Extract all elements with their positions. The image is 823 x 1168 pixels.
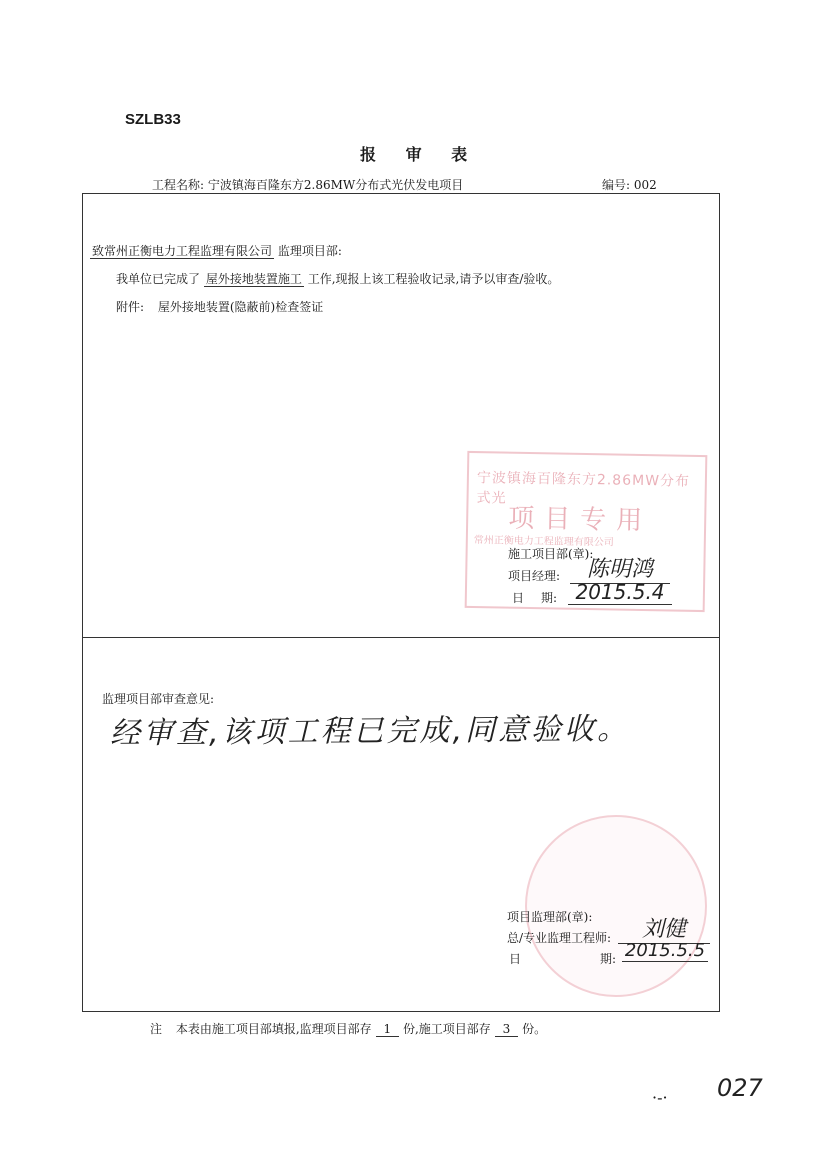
note-text-a: 本表由施工项目部填报,监理项目部存 xyxy=(175,1022,372,1036)
project-name: 宁波镇海百隆东方2.86MW分布式光伏发电项目 xyxy=(207,178,464,192)
page-number: 027 xyxy=(717,1074,763,1102)
body-line xyxy=(116,270,559,287)
note-copies-a: 1 xyxy=(376,1022,400,1037)
addressee-org: 致常州正衡电力工程监理有限公司 xyxy=(92,244,273,258)
attachment-line xyxy=(116,298,323,315)
note-text-c: 份。 xyxy=(522,1022,547,1036)
construction-date-label-1: 日 xyxy=(512,591,525,605)
review-label: 监理项目部审查意见: xyxy=(102,692,215,706)
section-divider xyxy=(82,637,720,638)
number-label: 编号: xyxy=(602,178,631,192)
attachment-text: 屋外接地装置(隐蔽前)检查签证 xyxy=(157,300,324,314)
supervision-date: 2015.5.5 xyxy=(622,940,708,962)
addressee-dept: 监理项目部: xyxy=(277,244,342,258)
body-suffix: 工作,现报上该工程验收记录,请予以审查/验收。 xyxy=(307,272,560,286)
stamp-line-3: 常州正衡电力工程监理有限公司 xyxy=(473,535,614,549)
project-label: 工程名称: xyxy=(152,178,205,192)
chief-engineer-signature: 刘健 xyxy=(618,912,710,944)
scan-specks: ·-· xyxy=(652,1088,668,1107)
project-manager-signature: 陈明鸿 xyxy=(570,552,670,584)
stamp-line-2: 项目专用 xyxy=(507,503,653,537)
construction-date-label-2: 期: xyxy=(541,591,558,605)
supervision-date-label-2: 期: xyxy=(600,952,617,966)
chief-engineer-label: 总/专业监理工程师: xyxy=(507,931,612,945)
number-value: 002 xyxy=(633,178,657,192)
form-title: 报 审 表 xyxy=(360,145,480,164)
note-text-b: 份,施工项目部存 xyxy=(402,1022,491,1036)
number-row xyxy=(602,176,657,193)
construction-dept-label: 施工项目部(章): xyxy=(508,547,594,561)
supervision-seal-stamp xyxy=(525,815,707,997)
supervision-date-label-1: 日 xyxy=(509,952,522,966)
note-prefix: 注 xyxy=(150,1022,163,1036)
form-code: SZLB33 xyxy=(125,111,181,128)
addressee-line xyxy=(90,242,342,259)
work-item: 屋外接地装置施工 xyxy=(205,272,302,286)
note-copies-b: 3 xyxy=(495,1022,519,1037)
body-prefix: 我单位已完成了 xyxy=(116,272,201,286)
project-manager-label: 项目经理: xyxy=(508,569,561,583)
project-name-row xyxy=(152,176,463,193)
attachment-label: 附件: xyxy=(116,300,145,314)
footnote xyxy=(150,1020,546,1037)
supervision-dept-label: 项目监理部(章): xyxy=(507,910,593,924)
review-opinion: 经审查,该项工程已完成,同意验收。 xyxy=(109,711,631,752)
stamp-line-1: 宁波镇海百隆东方2.86MW分布式光 xyxy=(476,470,691,507)
construction-date: 2015.5.4 xyxy=(568,580,672,605)
